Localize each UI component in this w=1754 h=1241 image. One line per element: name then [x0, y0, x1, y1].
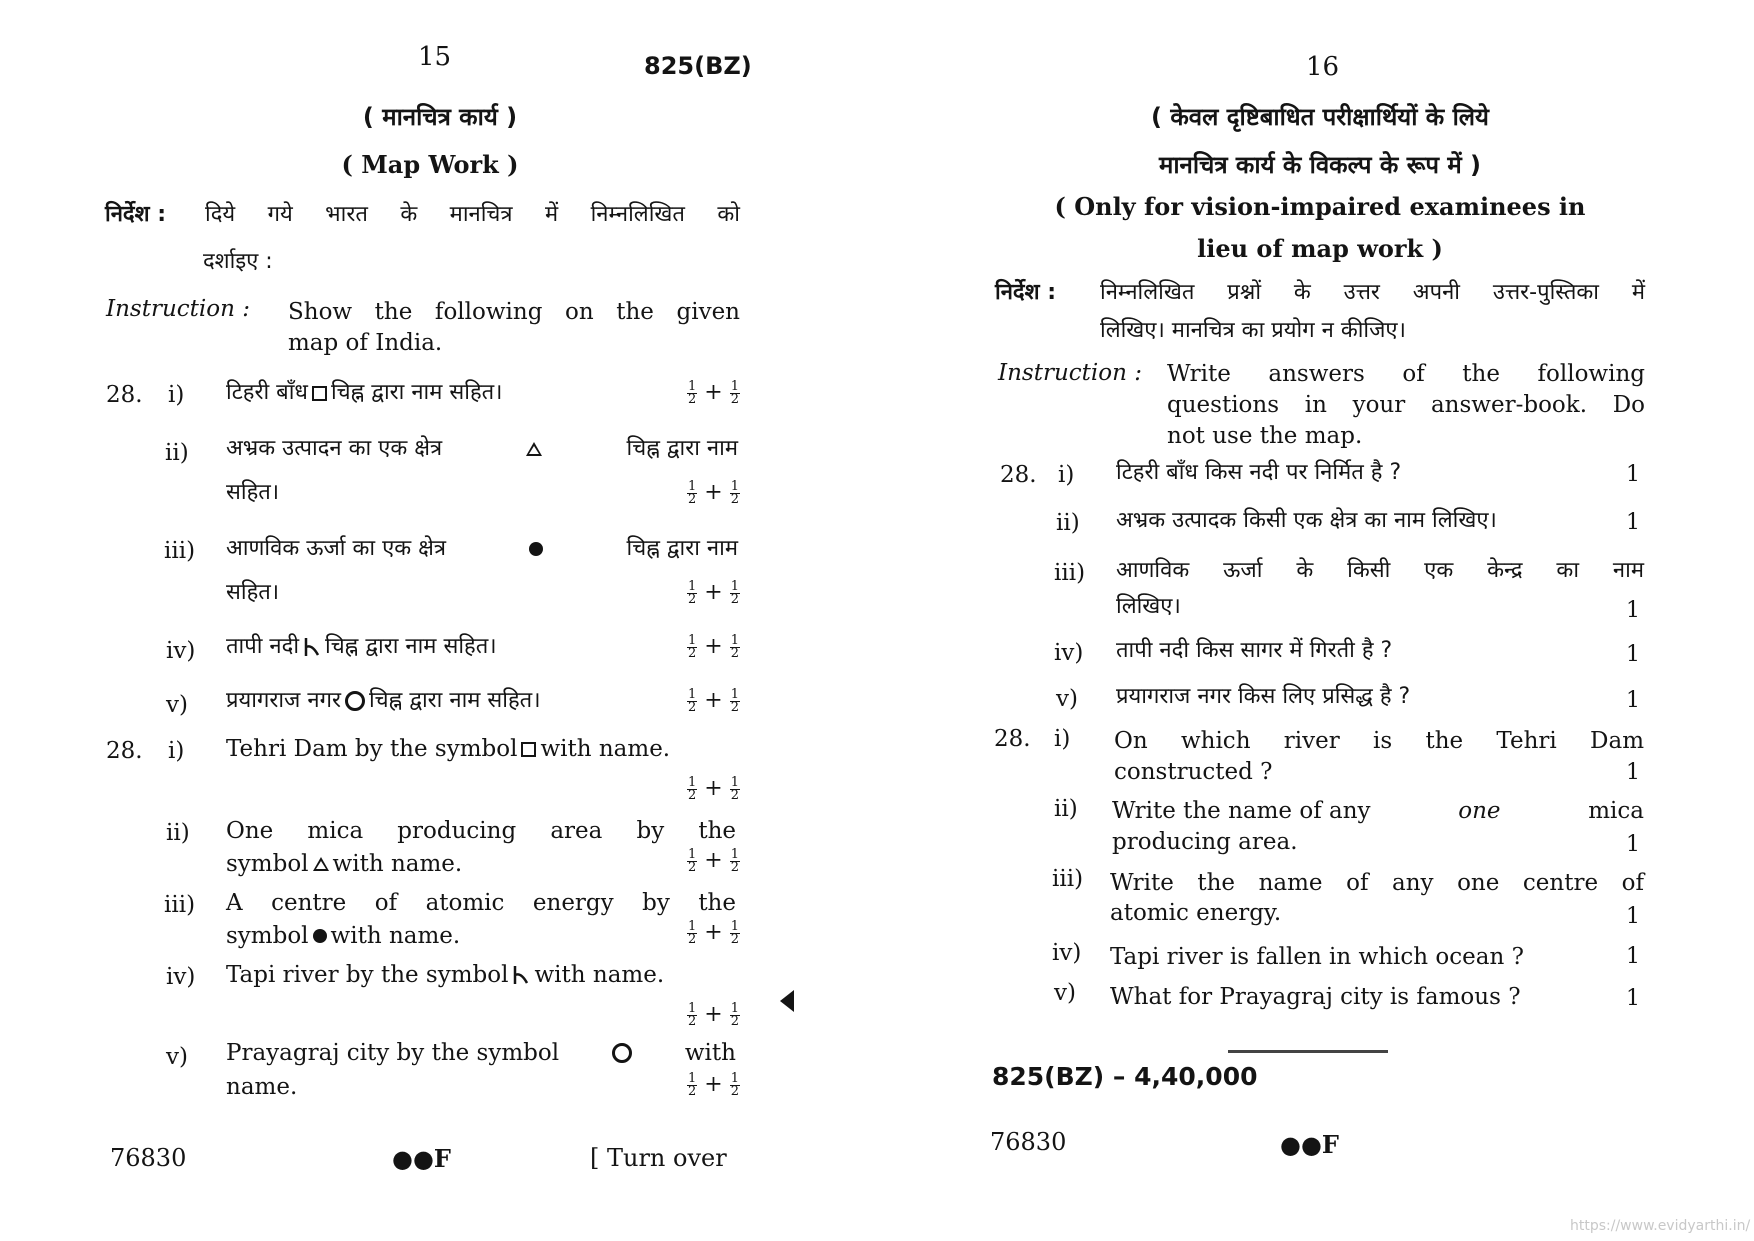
question-text: symbol with name.: [226, 851, 463, 877]
title-english: lieu of map work ): [1197, 234, 1443, 263]
fraction: $\frac{1}{2}$: [688, 686, 697, 715]
title-hindi: मानचित्र कार्य के विकल्प के रूप में ): [1158, 151, 1482, 179]
direction-label: निर्देश :: [105, 202, 167, 227]
marks: $\frac{1}{2}$ + $\frac{1}{2}$: [688, 686, 739, 715]
marks: $\frac{1}{2}$ + $\frac{1}{2}$: [688, 478, 739, 507]
open-circle-symbol-icon: [612, 1043, 632, 1063]
question-subnumber: iv): [166, 638, 196, 664]
fraction: $\frac{1}{2}$: [688, 1000, 697, 1029]
fraction: $\frac{1}{2}$: [688, 632, 697, 661]
fraction: $\frac{1}{2}$: [730, 686, 739, 715]
question-subnumber: iii): [1054, 560, 1086, 586]
question-subnumber: ii): [166, 820, 190, 846]
marks: $\frac{1}{2}$ + $\frac{1}{2}$: [688, 774, 739, 803]
title-hindi: ( मानचित्र कार्य ): [362, 103, 518, 131]
question-text: टिहरी बाँध किस नदी पर निर्मित है ?: [1116, 460, 1402, 485]
fraction: $\frac{1}{2}$: [730, 578, 739, 607]
question-text: आणविक ऊर्जा के किसी एक केन्द्र का नाम: [1116, 558, 1644, 583]
filled-circle-symbol-icon: [529, 542, 543, 556]
direction-text: लिखिए। मानचित्र का प्रयोग न कीजिए।: [1100, 318, 1406, 343]
fraction: $\frac{1}{2}$: [730, 918, 739, 947]
question-text: name.: [226, 1074, 298, 1100]
square-symbol-icon: [521, 742, 536, 757]
instruction-text: Write answers of the following: [1167, 361, 1645, 387]
question-subnumber: iv): [166, 964, 196, 990]
fraction: $\frac{1}{2}$: [688, 918, 697, 947]
instruction-text: not use the map.: [1167, 423, 1363, 449]
river-symbol-icon: [303, 637, 321, 657]
title-hindi: ( केवल दृष्टिबाधित परीक्षार्थियों के लिये: [1151, 103, 1489, 131]
marks: 1: [1626, 688, 1640, 713]
question-text: सहित।: [226, 480, 280, 505]
question-subnumber: ii): [165, 440, 189, 466]
marks: 1: [1626, 760, 1640, 785]
open-circle-symbol-icon: [345, 691, 365, 711]
question-text: Tapi river by the symbol with name.: [226, 962, 665, 988]
question-number: 28.: [994, 726, 1031, 752]
marks: $\frac{1}{2}$ + $\frac{1}{2}$: [688, 846, 739, 875]
marks: 1: [1626, 904, 1640, 929]
marks: 1: [1626, 642, 1640, 667]
direction-text: दर्शाइए :: [203, 249, 273, 274]
fraction: $\frac{1}{2}$: [688, 774, 697, 803]
question-text: constructed ?: [1114, 759, 1273, 785]
instruction-label: Instruction :: [998, 360, 1142, 386]
question-text: What for Prayagraj city is famous ?: [1110, 984, 1521, 1010]
marks: $\frac{1}{2}$ + $\frac{1}{2}$: [688, 632, 739, 661]
fraction: $\frac{1}{2}$: [730, 478, 739, 507]
instruction-text: questions in your answer-book. Do: [1167, 392, 1645, 418]
instruction-label: Instruction :: [106, 296, 250, 322]
title-english: ( Only for vision-impaired examinees in: [1054, 192, 1586, 221]
fraction: $\frac{1}{2}$: [688, 478, 697, 507]
fraction: $\frac{1}{2}$: [730, 774, 739, 803]
question-text: One mica producing area by the: [226, 818, 736, 844]
direction-label: निर्देश :: [995, 280, 1057, 305]
footer-mark: ●●F: [1280, 1130, 1339, 1159]
fraction: $\frac{1}{2}$: [688, 846, 697, 875]
marks: 1: [1626, 598, 1640, 623]
question-text: Write the name of any one mica: [1112, 798, 1644, 824]
question-subnumber: iii): [1052, 866, 1084, 892]
question-subnumber: i): [1054, 726, 1071, 752]
fraction: $\frac{1}{2}$: [730, 378, 739, 407]
footer-mark: ●●F: [392, 1144, 451, 1173]
question-text: प्रयागराज नगर किस लिए प्रसिद्ध है ?: [1116, 684, 1411, 709]
divider: [1228, 1050, 1388, 1053]
triangle-symbol-icon: [526, 442, 542, 456]
question-subnumber: v): [1054, 980, 1076, 1006]
question-text: symbol with name.: [226, 923, 461, 949]
question-number: 28.: [106, 738, 143, 764]
question-text: प्रयागराज नगर चिह्न द्वारा नाम सहित।: [226, 688, 541, 713]
question-text: सहित।: [226, 580, 280, 605]
marks: 1: [1626, 944, 1640, 969]
direction-text: निम्नलिखित प्रश्नों के उत्तर अपनी उत्तर-पुस्तिका में: [1100, 280, 1645, 305]
question-subnumber: v): [166, 692, 188, 718]
fraction: $\frac{1}{2}$: [730, 846, 739, 875]
question-text: तापी नदी चिह्न द्वारा नाम सहित।: [226, 634, 497, 659]
question-text: अभ्रक उत्पादक किसी एक क्षेत्र का नाम लिखिए।: [1116, 508, 1497, 533]
marks: 1: [1626, 462, 1640, 487]
question-text: atomic energy.: [1110, 900, 1282, 926]
print-run: 825(BZ) – 4,40,000: [992, 1062, 1258, 1091]
direction-text: दिये गये भारत के मानचित्र में निम्नलिखित को: [205, 202, 740, 227]
fraction: $\frac{1}{2}$: [688, 1070, 697, 1099]
question-subnumber: i): [168, 382, 185, 408]
marks: $\frac{1}{2}$ + $\frac{1}{2}$: [688, 578, 739, 607]
marks: $\frac{1}{2}$ + $\frac{1}{2}$: [688, 378, 739, 407]
question-text: producing area.: [1112, 829, 1298, 855]
page-number: 15: [418, 42, 452, 72]
question-text: On which river is the Tehri Dam: [1114, 728, 1644, 754]
fraction: $\frac{1}{2}$: [730, 632, 739, 661]
question-text: A centre of atomic energy by the: [226, 890, 736, 916]
marks: 1: [1626, 510, 1640, 535]
question-text: Tapi river is fallen in which ocean ?: [1110, 944, 1524, 970]
footer-code: 76830: [990, 1128, 1067, 1156]
question-text: लिखिए।: [1116, 594, 1181, 619]
marks: 1: [1626, 832, 1640, 857]
question-subnumber: v): [1056, 686, 1078, 712]
page-arrow-icon: [780, 990, 794, 1012]
question-text: आणविक ऊर्जा का एक क्षेत्र चिह्न द्वारा नाम: [226, 536, 738, 561]
question-subnumber: iii): [164, 892, 196, 918]
triangle-symbol-icon: [313, 857, 329, 871]
question-subnumber: ii): [1056, 510, 1080, 536]
question-subnumber: iv): [1052, 940, 1082, 966]
question-text: Tehri Dam by the symbol with name.: [226, 736, 671, 762]
river-symbol-icon: [512, 965, 530, 985]
square-symbol-icon: [312, 386, 327, 401]
question-text: Write the name of any one centre of: [1110, 870, 1644, 896]
question-text: Prayagraj city by the symbol with: [226, 1040, 736, 1066]
fraction: $\frac{1}{2}$: [688, 378, 697, 407]
turn-over: [ Turn over: [590, 1144, 727, 1172]
question-number: 28.: [1000, 462, 1037, 488]
marks: 1: [1626, 986, 1640, 1011]
question-text: तापी नदी किस सागर में गिरती है ?: [1116, 638, 1393, 663]
question-subnumber: i): [1058, 462, 1075, 488]
fraction: $\frac{1}{2}$: [688, 578, 697, 607]
question-subnumber: iii): [164, 538, 196, 564]
instruction-text: map of India.: [288, 330, 443, 356]
question-text: अभ्रक उत्पादन का एक क्षेत्र चिह्न द्वारा नाम: [226, 436, 738, 461]
question-subnumber: i): [168, 738, 185, 764]
question-subnumber: iv): [1054, 640, 1084, 666]
paper-code: 825(BZ): [644, 52, 752, 80]
marks: $\frac{1}{2}$ + $\frac{1}{2}$: [688, 1000, 739, 1029]
marks: $\frac{1}{2}$ + $\frac{1}{2}$: [688, 918, 739, 947]
fraction: $\frac{1}{2}$: [730, 1000, 739, 1029]
question-text: टिहरी बाँध चिह्न द्वारा नाम सहित।: [226, 380, 503, 405]
footer-code: 76830: [110, 1144, 187, 1172]
marks: $\frac{1}{2}$ + $\frac{1}{2}$: [688, 1070, 739, 1099]
question-subnumber: v): [166, 1044, 188, 1070]
page-number: 16: [1306, 52, 1340, 82]
watermark: https://www.evidyarthi.in/: [1570, 1218, 1751, 1234]
instruction-text: Show the following on the given: [288, 299, 740, 325]
fraction: $\frac{1}{2}$: [730, 1070, 739, 1099]
filled-circle-symbol-icon: [313, 929, 327, 943]
title-english: ( Map Work ): [341, 150, 519, 179]
question-number: 28.: [106, 382, 143, 408]
question-subnumber: ii): [1054, 796, 1078, 822]
